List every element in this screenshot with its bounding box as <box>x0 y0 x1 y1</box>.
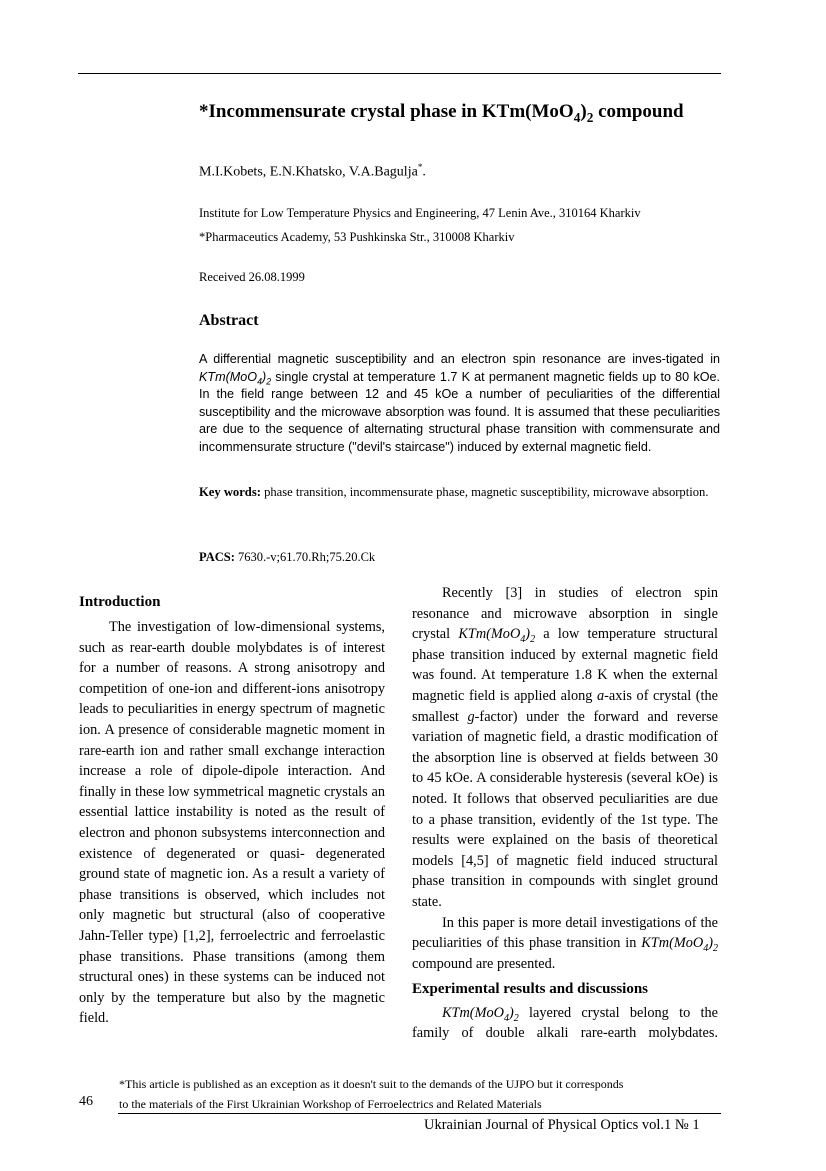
introduction-text: The investigation of low-dimensional systems, such as rear-earth double molybdates is of interest for a number of reasons. A strong anisotropy and competition of one-ion and different-ions anisotropy leads to peculiarities in energy spectrum of magnetic ion. A presence of considerable magnetic moment in rare-earth ion and rather small exchange interaction increase a role of dipole-dipole interaction. And finally in these low symmetrical magnetic crystals an essential lattice instability is noted as the result of electron and phonon subsystems interconnection and existence of degenerated or quasi- degenerated ground state of magnetic ion. As a result a variety of phase transitions is observed, which includes not only magnetic but structural (also of cooperative Jahn-Teller type) [1,2], ferroelectric and ferroelastic phase transitions. Phase transitions (among them structural ones) in these systems can be induced not only by the temperature but also by the magnetic field. <box>79 619 385 1027</box>
received-date: Received 26.08.1999 <box>199 270 305 284</box>
abstract-heading: Abstract <box>199 312 259 329</box>
right-column-text <box>412 583 718 1044</box>
header-rule <box>78 73 721 74</box>
introduction-heading: Introduction <box>79 594 161 610</box>
paper-title: *Incommensurate crystal phase in $KTm(MoO_4)_2$ compound <box>199 101 684 125</box>
experimental-paragraph: $KTm(MoO_4)_2$ layered crystal belong to the family of double alkali rare-earth molybdates. <box>412 1004 718 1042</box>
recently-paragraph: Recently [3] in studies of electron spin resonance and microwave absorption in single crystal $KTm(MoO_4)_2$ a low temperature structural phase transition induced by external magnetic field was found. At temperature 1.8 K when the external magnetic field is applied along a-axis of crystal (the smallest g-factor) under the forward and reverse variation of magnetic field, a drastic modification of the absorption line is observed at fields between 30 to 45 kOe. A considerable hysteresis (several kOe) is noted. It follows that observed peculiarities are due to a phase transition, evidently of the 1st type. The results were explained on the basis of theoretical models [4,5] of magnetic field induced structural phase transition in compounds with singlet ground state. <box>412 585 718 910</box>
footnote: *This article is published as an exception as it doesn't suit to the demands of the UJPO but it corresponds to the materials of the First Ukrainian Workshop of Ferroelectrics and Related Materials <box>119 1077 624 1111</box>
experimental-heading: Experimental results and discussions <box>412 981 649 998</box>
abstract-text: A differential magnetic susceptibility and an electron spin resonance are inves-tigated in $KTm(MoO_4)_2$ single crystal at temperature 1.7 K at permanent magnetic fields up to 80 kOe. In the field range between 12 and 45 kOe a number of peculiarities of the differential susceptibility and the microwave absorption was found. It is assumed that these peculiarities are due to the sequence of alternating structural phase transition with commensurate and incommensurate structure ("devil's staircase") induced by external magnetic field. <box>199 352 720 454</box>
footer-rule <box>118 1113 721 1114</box>
page-number: 46 <box>79 1094 93 1109</box>
affiliation-2: *Pharmaceutics Academy, 53 Pushkinska Str., 310008 Kharkiv <box>199 230 515 244</box>
authors: M.I.Kobets, E.N.Khatsko, V.A.Bagulja*. <box>199 162 426 180</box>
keywords: Key words: phase transition, incommensurate phase, magnetic susceptibility, microwave absorption. <box>199 485 709 499</box>
journal-name: Ukrainian Journal of Physical Optics vol.1 № 1 <box>424 1117 700 1133</box>
pacs-codes: PACS: 7630.-v;61.70.Rh;75.20.Ck <box>199 550 376 564</box>
this-paper-paragraph: In this paper is more detail investigations of the peculiarities of this phase transition in $KTm(MoO_4)_2$ compound are presented. <box>412 914 718 972</box>
affiliation-1: Institute for Low Temperature Physics and Engineering, 47 Lenin Ave., 310164 Kharkiv <box>199 206 641 220</box>
